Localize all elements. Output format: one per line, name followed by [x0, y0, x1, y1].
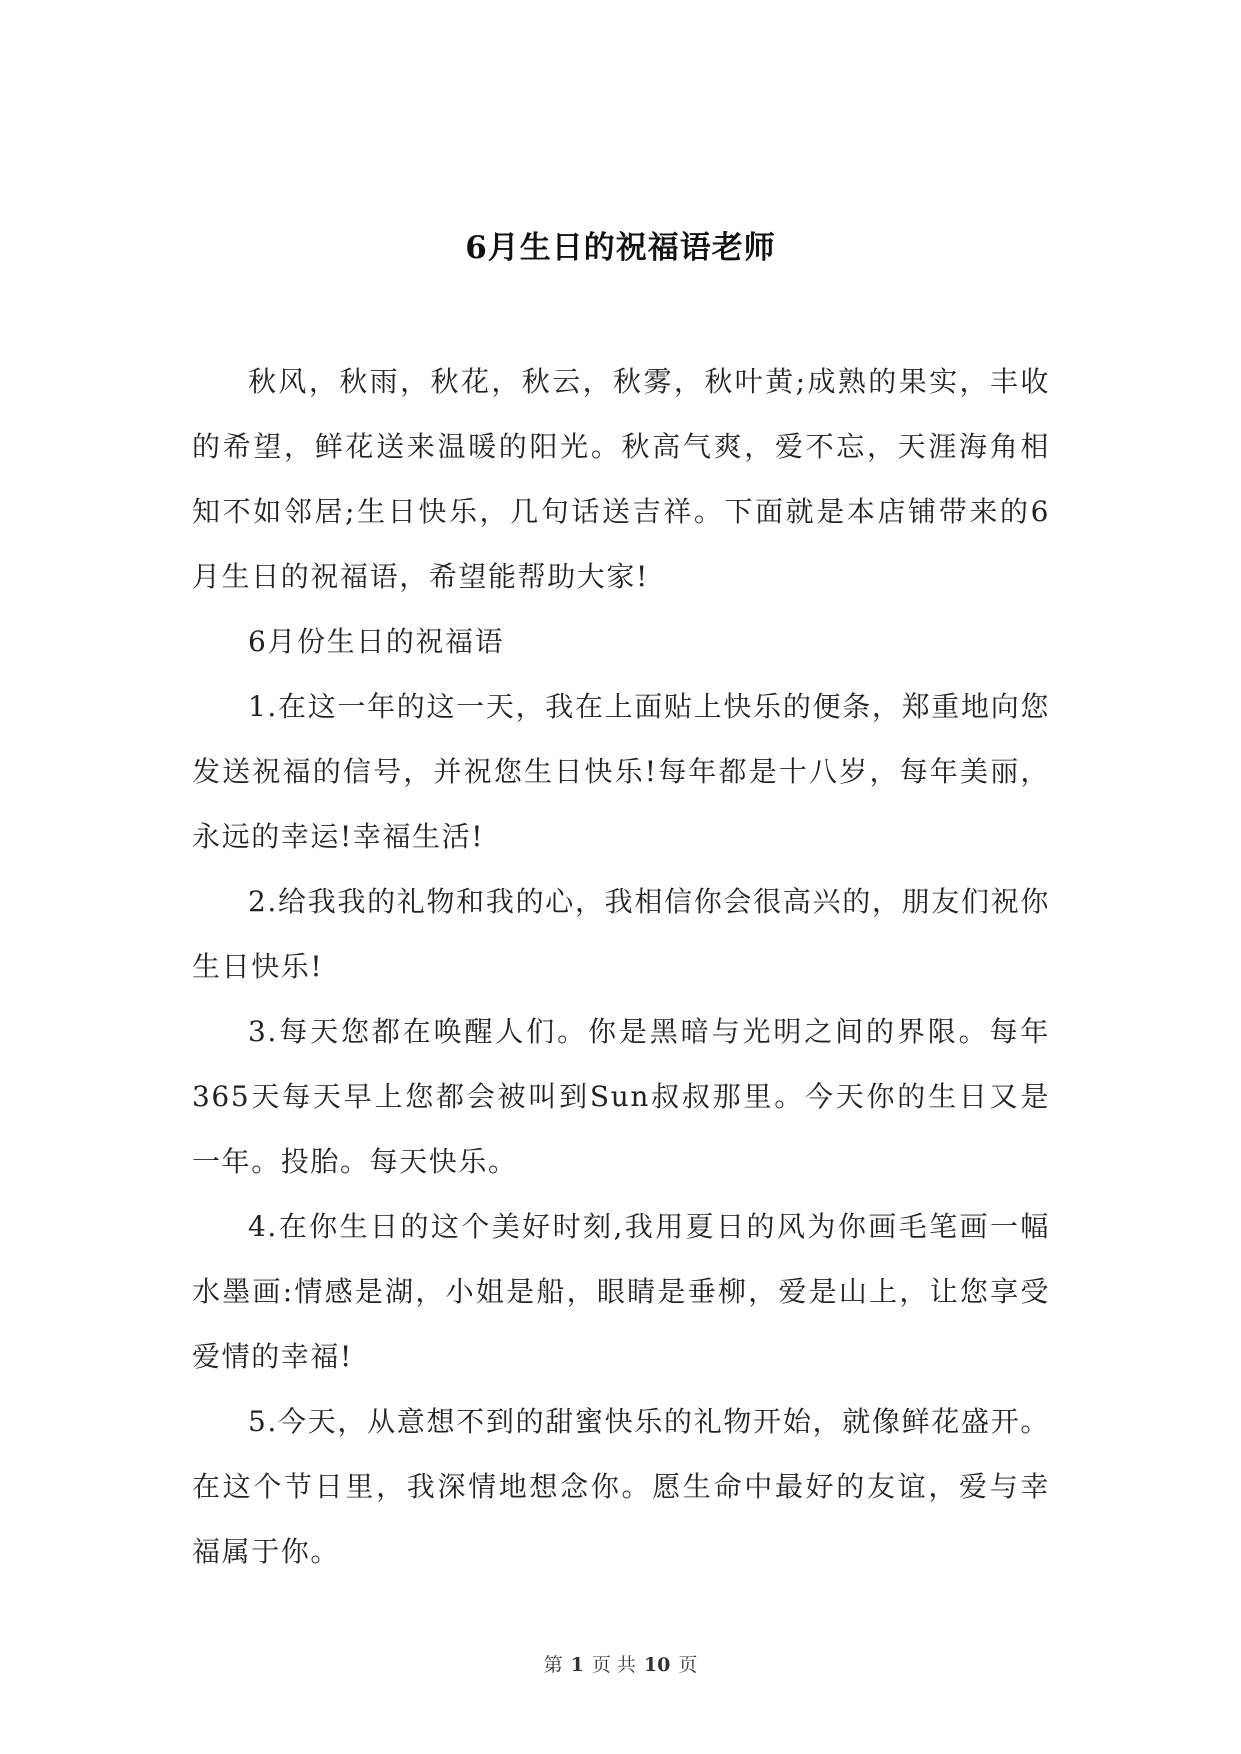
list-item: 5.今天，从意想不到的甜蜜快乐的礼物开始，就像鲜花盛开。在这个节日里，我深情地想念你。愿生命中最好的友谊，爱与幸福属于你。: [192, 1405, 1050, 1568]
list-item: 4.在你生日的这个美好时刻,我用夏日的风为你画毛笔画一幅水墨画:情感是湖，小姐是船，眼睛是垂柳，爱是山上，让您享受爱情的幸福!: [192, 1210, 1050, 1373]
list-item: 2.给我我的礼物和我的心，我相信你会很高兴的，朋友们祝你生日快乐!: [192, 885, 1050, 983]
document-title: 6月生日的祝福语老师: [465, 230, 776, 266]
list-item: 3.每天您都在唤醒人们。你是黑暗与光明之间的界限。每年365天每天早上您都会被叫到Sun叔叔那里。今天你的生日又是一年。投胎。每天快乐。: [192, 1015, 1050, 1178]
footer-prefix: 第: [543, 1654, 563, 1676]
section-heading: 6月份生日的祝福语: [248, 625, 505, 658]
footer-suffix: 页: [678, 1654, 698, 1676]
total-pages-number: 10: [643, 1654, 671, 1676]
intro-paragraph: 秋风，秋雨，秋花，秋云，秋雾，秋叶黄;成熟的果实，丰收的希望，鲜花送来温暖的阳光。秋高气爽，爱不忘，天涯海角相知不如邻居;生日快乐，几句话送吉祥。下面就是本店铺带来的6月生日的祝福语，希望能帮助大家!: [192, 365, 1050, 593]
current-page-number: 1: [570, 1654, 584, 1676]
footer-middle: 页 共: [591, 1654, 636, 1676]
page-footer: [0, 1650, 1241, 1677]
list-item: 1.在这一年的这一天，我在上面贴上快乐的便条，郑重地向您发送祝福的信号，并祝您生日快乐!每年都是十八岁，每年美丽，永远的幸运!幸福生活!: [192, 690, 1050, 853]
document-body: [192, 349, 1050, 1584]
